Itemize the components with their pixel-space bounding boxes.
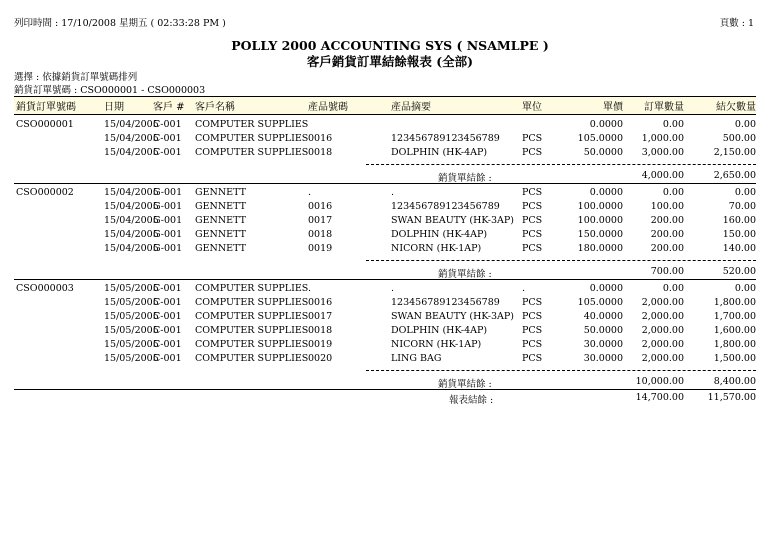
cell-cust-no: C-001 [153,119,182,130]
cell-cust-name: GENNETT [195,187,246,198]
cell-price: 0.0000 [589,119,623,130]
cell-price: 150.0000 [577,229,623,240]
cell-cust-no: G-001 [153,229,183,240]
order-number: CSO000003 [16,283,74,294]
cell-price: 30.0000 [583,339,623,350]
subtotal-order-qty: 700.00 [650,266,684,277]
cell-date: 15/05/2005 [104,311,159,322]
cell-order-qty: 200.00 [650,243,684,254]
cell-product-desc: DOLPHIN (HK-4AP) [391,147,488,158]
print-time: 列印時間 : 17/10/2008 星期五 ( 02:33:28 PM ) [14,18,226,29]
subtotal-label: 銷貨單結餘 : [438,269,492,280]
cell-date: 15/04/2005 [104,147,159,158]
subtotal-label: 銷貨單結餘 : [438,379,492,390]
col-date: 日期 [104,102,124,113]
cell-cust-name: GENNETT [195,229,246,240]
cell-order-qty: 3,000.00 [641,147,684,158]
cell-price: 100.0000 [577,215,623,226]
cell-product-desc: DOLPHIN (HK-4AP) [391,325,488,336]
cell-cust-no: C-001 [153,283,182,294]
col-price: 單價 [603,102,623,113]
cell-balance-qty: 0.00 [734,283,756,294]
cell-product-no: 0018 [308,229,333,240]
cell-product-desc: LING BAG [391,353,442,364]
cell-date: 15/04/2005 [104,243,159,254]
col-cust-name: 客戶名稱 [195,102,235,113]
cell-cust-name: COMPUTER SUPPLIES [195,311,309,322]
cell-balance-qty: 0.00 [734,119,756,130]
cell-unit: PCS [522,297,543,308]
cell-product-no: 0018 [308,325,333,336]
cell-date: 15/04/2005 [104,229,159,240]
cell-product-no: 0016 [308,133,333,144]
cell-cust-name: COMPUTER SUPPLIES [195,297,309,308]
report-title: 客戶銷貨訂單結餘報表 (全部) [306,54,474,69]
cell-balance-qty: 1,700.00 [713,311,756,322]
cell-order-qty: 2,000.00 [641,339,684,350]
cell-product-desc: SWAN BEAUTY (HK-3AP) [391,215,515,226]
subtotal-label: 銷貨單結餘 : [438,173,492,184]
cell-product-no: 0017 [308,215,333,226]
subtotal-balance-qty: 2,650.00 [713,170,756,181]
cell-cust-name: COMPUTER SUPPLIES [195,133,309,144]
subtotal-divider [366,260,756,261]
cell-product-no: 0016 [308,297,333,308]
cell-product-desc: NICORN (HK-1AP) [391,243,482,254]
cell-price: 105.0000 [577,133,623,144]
cell-cust-no: G-001 [153,243,183,254]
cell-cust-no: G-001 [153,187,183,198]
cell-unit: PCS [522,133,543,144]
cell-balance-qty: 140.00 [722,243,756,254]
cell-unit: PCS [522,311,543,322]
cell-order-qty: 0.00 [662,283,684,294]
cell-product-no: 0018 [308,147,333,158]
grand-total-label: 報表結餘 : [449,395,494,406]
group-divider [14,389,756,390]
cell-unit: PCS [522,187,543,198]
cell-price: 50.0000 [583,147,623,158]
cell-cust-name: COMPUTER SUPPLIES [195,283,309,294]
order-number: CSO000001 [16,119,74,130]
cell-unit: PCS [522,353,543,364]
cell-balance-qty: 1,500.00 [713,353,756,364]
cell-product-no: 0020 [308,353,333,364]
cell-date: 15/05/2005 [104,283,159,294]
cell-date: 15/04/2005 [104,187,159,198]
cell-balance-qty: 160.00 [722,215,756,226]
cell-order-qty: 2,000.00 [641,297,684,308]
cell-order-qty: 2,000.00 [641,353,684,364]
cell-date: 15/04/2005 [104,133,159,144]
cell-order-qty: 100.00 [650,201,684,212]
page-number: 頁數 : 1 [719,18,754,29]
cell-cust-name: GENNETT [195,243,246,254]
cell-date: 15/04/2005 [104,201,159,212]
cell-order-qty: 200.00 [650,215,684,226]
cell-price: 0.0000 [589,187,623,198]
cell-unit: PCS [522,215,543,226]
order-range: 銷貨訂單號碼 : CSO000001 - CSO000003 [14,85,206,96]
cell-balance-qty: 1,800.00 [713,297,756,308]
cell-balance-qty: 2,150.00 [713,147,756,158]
cell-cust-name: COMPUTER SUPPLIES [195,339,309,350]
cell-product-no: 0019 [308,339,333,350]
cell-product-no: . [308,187,312,198]
cell-cust-name: COMPUTER SUPPLIES [195,147,309,158]
cell-product-no: 0017 [308,311,333,322]
cell-cust-no: C-001 [153,339,182,350]
subtotal-order-qty: 4,000.00 [641,170,684,181]
cell-unit: PCS [522,229,543,240]
cell-cust-name: COMPUTER SUPPLIES [195,325,309,336]
cell-unit: . [522,283,526,294]
cell-cust-name: COMPUTER SUPPLIES [195,119,309,130]
subtotal-balance-qty: 8,400.00 [713,376,756,387]
cell-product-desc: 123456789123456789 [391,201,500,212]
cell-order-qty: 2,000.00 [641,325,684,336]
cell-price: 100.0000 [577,201,623,212]
cell-product-desc: . [391,283,395,294]
cell-cust-no: C-001 [153,311,182,322]
cell-product-desc: SWAN BEAUTY (HK-3AP) [391,311,515,322]
col-cust-no: 客戶 # [153,102,185,113]
cell-cust-no: C-001 [153,297,182,308]
col-balance-qty: 結欠數量 [716,102,756,113]
selection-criteria: 選擇 : 依據銷貨訂單號碼排列 [14,72,138,83]
cell-cust-no: C-001 [153,147,182,158]
cell-order-qty: 0.00 [662,119,684,130]
group-divider [14,183,756,184]
col-order-no: 銷貨訂單號碼 [16,102,76,113]
col-product-no: 產品號碼 [308,102,348,113]
cell-date: 15/05/2005 [104,297,159,308]
cell-balance-qty: 0.00 [734,187,756,198]
cell-product-desc: 123456789123456789 [391,133,500,144]
col-order-qty: 訂單數量 [644,102,684,113]
cell-order-qty: 200.00 [650,229,684,240]
col-product-desc: 產品摘要 [391,102,431,113]
cell-unit: PCS [522,201,543,212]
cell-cust-no: C-001 [153,353,182,364]
cell-balance-qty: 150.00 [722,229,756,240]
cell-price: 105.0000 [577,297,623,308]
cell-balance-qty: 1,800.00 [713,339,756,350]
cell-unit: PCS [522,325,543,336]
cell-product-desc: NICORN (HK-1AP) [391,339,482,350]
cell-date: 15/04/2005 [104,215,159,226]
subtotal-balance-qty: 520.00 [722,266,756,277]
cell-unit: PCS [522,339,543,350]
subtotal-order-qty: 10,000.00 [635,376,684,387]
cell-balance-qty: 500.00 [722,133,756,144]
cell-order-qty: 2,000.00 [641,311,684,322]
cell-product-desc: . [391,187,395,198]
cell-cust-name: GENNETT [195,215,246,226]
cell-product-no: . [308,283,312,294]
cell-cust-no: C-001 [153,325,182,336]
order-number: CSO000002 [16,187,74,198]
cell-cust-no: C-001 [153,133,182,144]
cell-price: 180.0000 [577,243,623,254]
grand-total-order-qty: 14,700.00 [635,392,684,403]
cell-cust-no: G-001 [153,215,183,226]
cell-unit: PCS [522,243,543,254]
cell-date: 15/05/2005 [104,339,159,350]
cell-cust-name: COMPUTER SUPPLIES [195,353,309,364]
cell-price: 50.0000 [583,325,623,336]
cell-date: 15/05/2005 [104,325,159,336]
company-title: POLLY 2000 ACCOUNTING SYS ( NSAMLPE ) [231,38,549,53]
cell-cust-name: GENNETT [195,201,246,212]
cell-price: 40.0000 [583,311,623,322]
cell-order-qty: 1,000.00 [641,133,684,144]
subtotal-divider [366,164,756,165]
subtotal-divider [366,370,756,371]
group-divider [14,279,756,280]
cell-product-no: 0019 [308,243,333,254]
cell-date: 15/05/2005 [104,353,159,364]
cell-date: 15/04/2005 [104,119,159,130]
cell-product-desc: 123456789123456789 [391,297,500,308]
cell-balance-qty: 70.00 [728,201,756,212]
col-unit: 單位 [522,102,542,113]
cell-cust-no: G-001 [153,201,183,212]
cell-balance-qty: 1,600.00 [713,325,756,336]
grand-total-balance-qty: 11,570.00 [707,392,756,403]
cell-price: 30.0000 [583,353,623,364]
cell-product-desc: DOLPHIN (HK-4AP) [391,229,488,240]
cell-product-no: 0016 [308,201,333,212]
cell-unit: PCS [522,147,543,158]
cell-price: 0.0000 [589,283,623,294]
cell-order-qty: 0.00 [662,187,684,198]
